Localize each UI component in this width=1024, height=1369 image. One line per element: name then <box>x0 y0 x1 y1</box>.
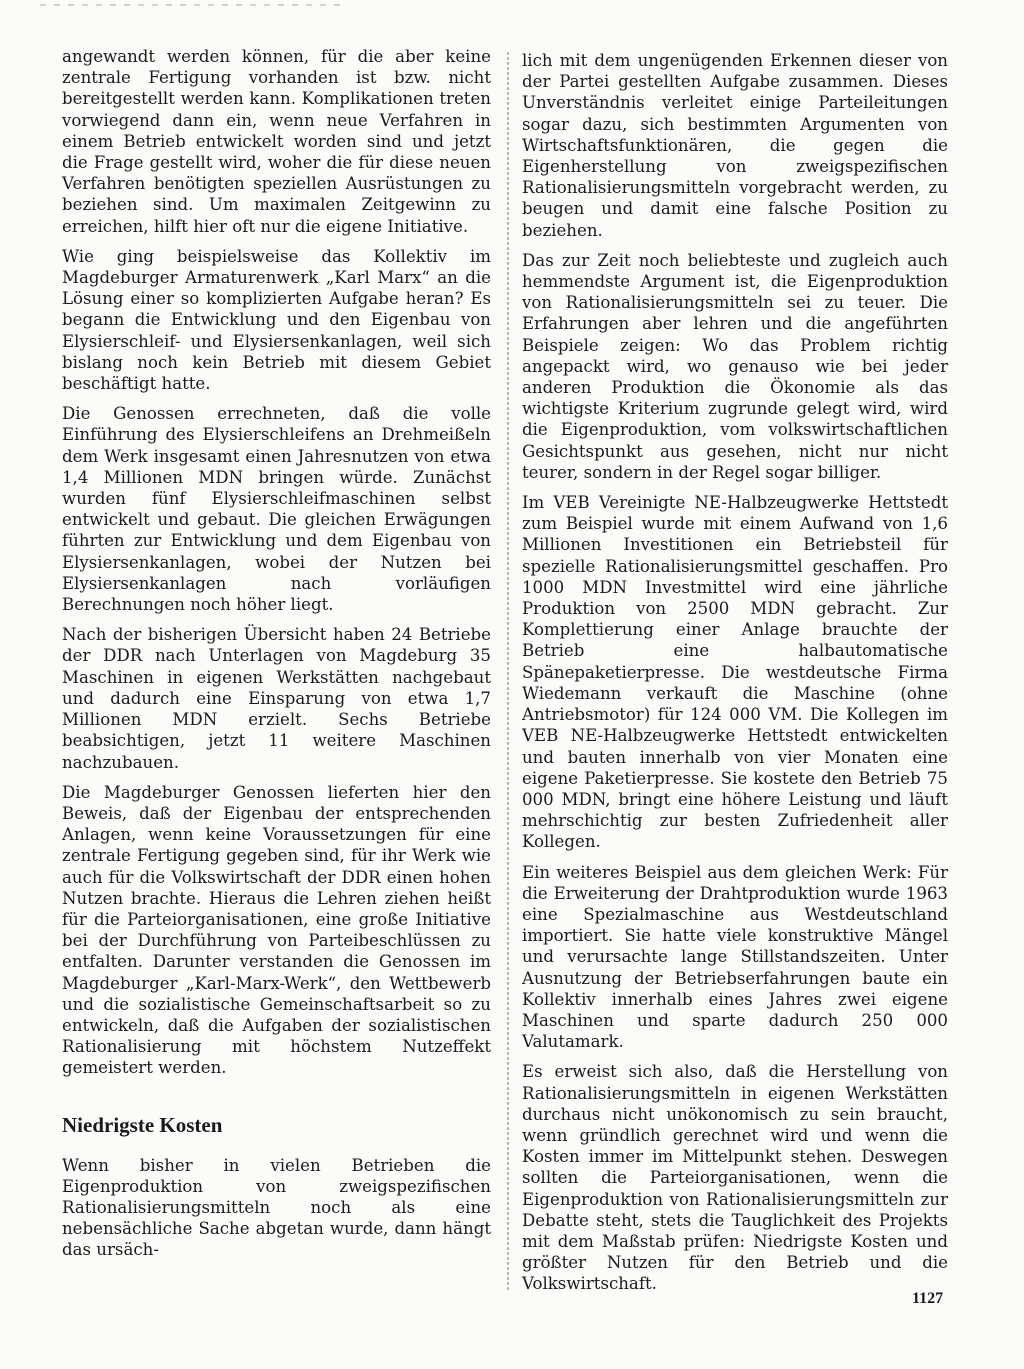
scan-artifact <box>40 4 340 6</box>
paragraph: Im VEB Vereinigte NE-Halbzeugwerke Hettstedt zum Beispiel wurde mit einem Aufwand von 1,6 Millionen Investitionen ein Betriebsteil für spezielle Rationalisierungsmittel geschaffen. Pro 1000 MDN Investmittel wird eine jährliche Produktion von 2500 MDN gebracht. Zur Komplettierung einer Anlage brauchte der Betrieb eine halbautomatische Spänepaketierpresse. Die westdeutsche Firma Wiedemann verkauft die Maschine (ohne Antriebsmotor) für 124 000 VM. Die Kollegen im VEB NE-Halbzeugwerke Hettstedt entwickelten und bauten innerhalb von vier Monaten eine eigene Paketierpresse. Sie kostete den Betrieb 75 000 MDN, bringt eine höhere Leistung und läuft mehrschichtig zur besten Zufriedenheit aller Kollegen. <box>522 493 948 852</box>
paragraph: Wie ging beispielsweise das Kollektiv im Magdeburger Armaturenwerk „Karl Marx“ an die Lösung einer so komplizierten Aufgabe heran? Es begann die Entwicklung und den Eigenbau von Elysierschleif- und Elysiersenkanlagen, weil sich bislang noch kein Betrieb mit diesem Gebiet beschäftigt hatte. <box>62 246 491 394</box>
paragraph: Die Genossen errechneten, daß die volle Einführung des Elysierschleifens an Drehmeißeln dem Werk insgesamt einen Jahresnutzen von etwa 1,4 Millionen MDN bringen würde. Zunächst wurden fünf Elysierschleifmaschinen selbst entwickelt und gebaut. Die gleichen Erwägungen führten zur Entwicklung und dem Eigenbau von Elysiersenkanlagen, wobei der Nutzen bei Elysiersenkanlagen nach vorläufigen Berechnungen noch höher liegt. <box>62 404 491 615</box>
page-number: 1127 <box>912 1290 944 1307</box>
paragraph: angewandt werden können, für die aber keine zentrale Fertigung vorhanden ist bzw. nicht bereitgestellt werden kann. Komplikationen treten vorwiegend dann ein, wenn neue Verfahren in einem Betrieb entwickelt worden sind und jetzt die Frage gestellt wird, woher die für diese neuen Verfahren benötigten speziellen Ausrüstungen zu beziehen sind. Um maximalen Zeitgewinn zu erreichen, hilft hier oft nur die eigene Initiative. <box>62 47 491 236</box>
paragraph: Ein weiteres Beispiel aus dem gleichen Werk: Für die Erweiterung der Drahtproduktion wurde 1963 eine Spezialmaschine aus Westdeutschland importiert. Sie hatte viele konstruktive Mängel und verursachte lange Stillstandszeiten. Unter Ausnutzung der Betriebserfahrungen baute ein Kollektiv innerhalb eines Jahres zwei eigene Maschinen und sparte dadurch 250 000 Valutamark. <box>522 862 948 1052</box>
paragraph: Nach der bisherigen Übersicht haben 24 Betriebe der DDR nach Unterlagen von Magdeburg 35 Maschinen in eigenen Werkstätten nachgebaut und dadurch eine Einsparung von etwa 1,7 Millionen MDN erzielt. Sechs Betriebe beabsichtigen, jetzt 11 weitere Maschinen nachzubauen. <box>62 625 491 772</box>
left-column <box>62 46 491 1270</box>
paragraph: Die Magdeburger Genossen lieferten hier den Beweis, daß der Eigenbau der entsprechenden Anlagen, wenn keine Voraussetzungen für eine zentrale Fertigung gegeben sind, für ihr Werk wie auch für die Volkswirtschaft der DDR einen hohen Nutzen brachte. Hieraus die Lehren ziehen heißt für die Parteiorganisationen, eine große Initiative bei der Durchführung von Parteibeschlüssen zu entfalten. Darunter verstanden die Genossen im Magdeburger „Karl-Marx-Werk“, den Wettbewerb und die sozialistische Gemeinschaftsarbeit so zu entwickeln, daß die Aufgaben der sozialistischen Rationalisierung mit höchstem Nutzeffekt gemeistert werden. <box>62 782 491 1078</box>
paragraph: lich mit dem ungenügenden Erkennen dieser von der Partei gestellten Aufgabe zusammen. Dieses Unverständnis verleitet einige Parteileitungen sogar dazu, sich bestimmten Argumenten von Wirtschaftsfunktionären, die gegen die Eigenherstellung von zweigspezifischen Rationalisierungsmitteln vorgebracht werden, zu beugen und damit eine falsche Position zu beziehen. <box>522 51 948 240</box>
column-divider <box>507 52 509 1292</box>
paragraph: Es erweist sich also, daß die Herstellung von Rationalisierungsmitteln in eigenen Werkstätten durchaus nicht unökonomisch zu sein braucht, wenn gründlich gerechnet wird und wenn die Kosten immer im Mittelpunkt stehen. Deswegen sollten die Parteiorganisationen, wenn die Eigenproduktion von Rationalisierungsmitteln zur Debatte steht, stets die Tauglichkeit des Projekts mit dem Maßstab prüfen: Niedrigste Kosten und größter Nutzen für den Betrieb und die Volkswirtschaft. <box>522 1062 948 1294</box>
section-heading: Niedrigste Kosten <box>62 1112 223 1137</box>
paragraph: Wenn bisher in vielen Betrieben die Eigenproduktion von zweigspezifischen Rationalisierungsmitteln noch als eine nebensächliche Sache abgetan wurde, dann hängt das ursäch- <box>62 1155 491 1260</box>
paragraph: Das zur Zeit noch beliebteste und zugleich auch hemmendste Argument ist, die Eigenproduktion von Rationalisierungsmitteln sei zu teuer. Die Erfahrungen aber lehren und die angeführten Beispiele zeigen: Wo das Problem richtig angepackt wird, wo genauso wie bei jeder anderen Produktion die Ökonomie als das wichtigste Kriterium zugrunde gelegt wird, wird die Eigenproduktion, vom volkswirtschaftlichen Gesichtspunkt aus gesehen, nicht nur nicht teurer, sondern in der Regel sogar billiger. <box>522 250 948 482</box>
right-column <box>522 50 948 1304</box>
